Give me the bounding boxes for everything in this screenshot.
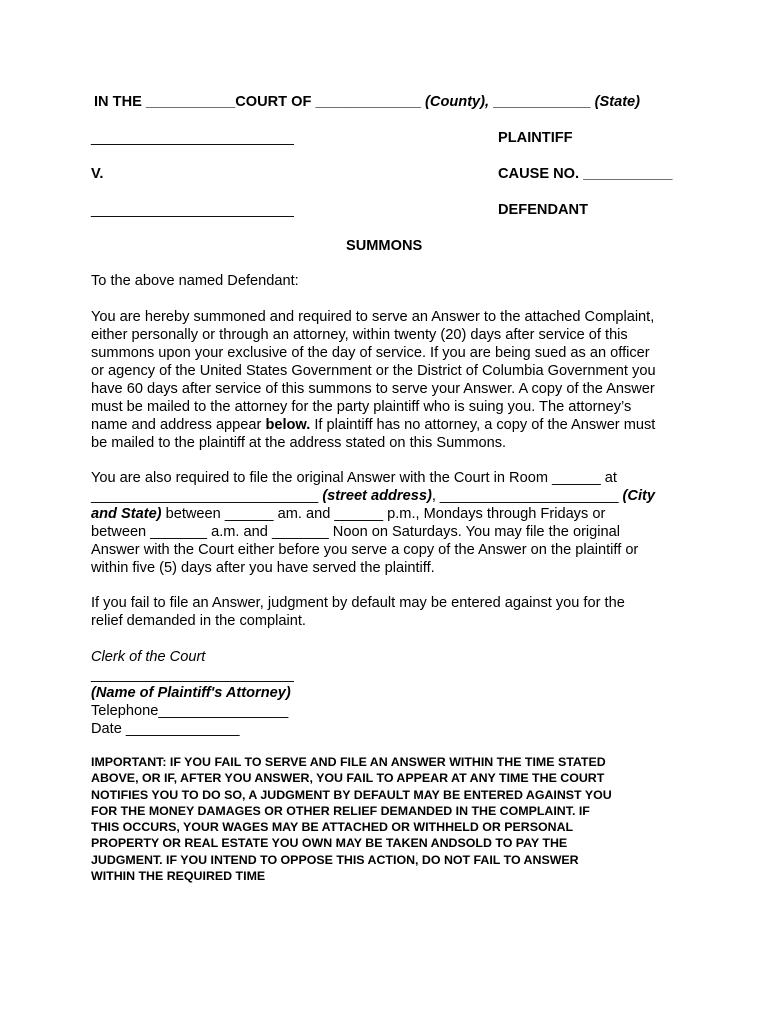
- plaintiff-label: PLAINTIFF: [498, 130, 573, 146]
- document-title: SUMMONS: [346, 238, 423, 254]
- county-blank: _____________: [315, 94, 421, 110]
- telephone-field: Telephone________________: [91, 703, 289, 719]
- paragraph-filing: [91, 469, 691, 577]
- notice-line: IMPORTANT: IF YOU FAIL TO SERVE AND FILE AN ANSWER WITHIN THE TIME STATED: [91, 755, 606, 769]
- clerk-label: Clerk of the Court: [91, 649, 206, 665]
- paragraph-line: or agency of the United States Government or the District of Columbia Government you: [91, 363, 656, 379]
- paragraph-line: be mailed to the plaintiff at the address stated on this Summons.: [91, 435, 507, 451]
- paragraph-line: within five (5) days after you have served the plaintiff.: [91, 560, 435, 576]
- city-blank: , ______________________: [431, 488, 623, 504]
- notice-line: JUDGMENT. IF YOU INTEND TO OPPOSE THIS ACTION, DO NOT FAIL TO ANSWER: [91, 852, 579, 867]
- signature-line: _________________________: [91, 667, 294, 683]
- notice-line: NOTIFIES YOU TO DO SO, A JUDGMENT BY DEFAULT MAY BE ENTERED AGAINST YOU: [91, 787, 612, 802]
- paragraph-line: must be mailed to the attorney for the party plaintiff who is suing you. The attorney’s: [91, 399, 632, 415]
- state-label: (State): [594, 94, 641, 110]
- state-blank: ____________: [493, 94, 591, 110]
- paragraph-line: have 60 days after service of this summons to serve your Answer. A copy of the Answer: [91, 381, 655, 397]
- versus-label: V.: [91, 166, 104, 182]
- defendant-label: DEFENDANT: [498, 202, 588, 218]
- cause-no-blank: ___________: [583, 166, 673, 182]
- cause-number: [498, 165, 672, 183]
- notice-line: FOR THE MONEY DAMAGES OR OTHER RELIEF DEMANDED IN THE COMPLAINT. IF: [91, 803, 590, 818]
- below-emphasis: below.: [265, 417, 311, 433]
- paragraph-line: [91, 416, 691, 434]
- court-name-blank: ___________: [145, 94, 236, 110]
- text-run: between ______ am. and ______ p.m., Mondays through Fridays or: [161, 506, 606, 522]
- street-blank: ____________________________: [91, 488, 323, 504]
- paragraph-line: Answer with the Court either before you serve a copy of the Answer on the plaintiff or: [91, 542, 639, 558]
- city-label: (City: [622, 488, 655, 504]
- salutation: To the above named Defendant:: [91, 273, 299, 289]
- court-of-label: COURT OF: [235, 94, 312, 110]
- plaintiff-name-line: _________________________: [91, 130, 294, 146]
- paragraph-line: either personally or through an attorney, within twenty (20) days after service of this: [91, 327, 628, 343]
- important-notice: [91, 754, 691, 884]
- paragraph-line: You are hereby summoned and required to serve an Answer to the attached Complaint,: [91, 309, 655, 325]
- notice-line: THIS OCCURS, YOUR WAGES MAY BE ATTACHED OR WITHHELD OR PERSONAL: [91, 820, 574, 835]
- cause-no-label: CAUSE NO.: [498, 166, 580, 182]
- paragraph-default: [91, 594, 691, 630]
- paragraph-line: You are also required to file the original Answer with the Court in Room ______ at: [91, 470, 617, 486]
- notice-line: WITHIN THE REQUIRED TIME: [91, 869, 266, 884]
- date-field: Date ______________: [91, 721, 240, 737]
- county-label: (County),: [425, 94, 490, 110]
- defendant-name-line: _________________________: [91, 202, 294, 218]
- notice-line: ABOVE, OR IF, AFTER YOU ANSWER, YOU FAIL TO APPEAR AT ANY TIME THE COURT: [91, 771, 605, 786]
- state-label-inline: and State): [91, 506, 162, 522]
- street-address-label: (street address): [322, 488, 432, 504]
- court-header: [94, 93, 640, 111]
- notice-line: PROPERTY OR REAL ESTATE YOU OWN MAY BE TAKEN ANDSOLD TO PAY THE: [91, 836, 568, 851]
- paragraph-service: [91, 308, 691, 452]
- paragraph-line: If you fail to file an Answer, judgment by default may be entered against you for the: [91, 595, 625, 611]
- in-the-label: IN THE: [94, 94, 142, 110]
- paragraph-line: between _______ a.m. and _______ Noon on Saturdays. You may file the original: [91, 524, 621, 540]
- text-run: name and address appear: [91, 417, 266, 433]
- paragraph-line: [91, 487, 691, 505]
- text-run: If plaintiff has no attorney, a copy of the Answer must: [310, 417, 656, 433]
- paragraph-line: relief demanded in the complaint.: [91, 613, 306, 629]
- paragraph-line: [91, 505, 691, 523]
- paragraph-line: summons upon your exclusive of the day of service. If you are being sued as an officer: [91, 345, 650, 361]
- attorney-name-label: (Name of Plaintiff's Attorney): [91, 685, 291, 701]
